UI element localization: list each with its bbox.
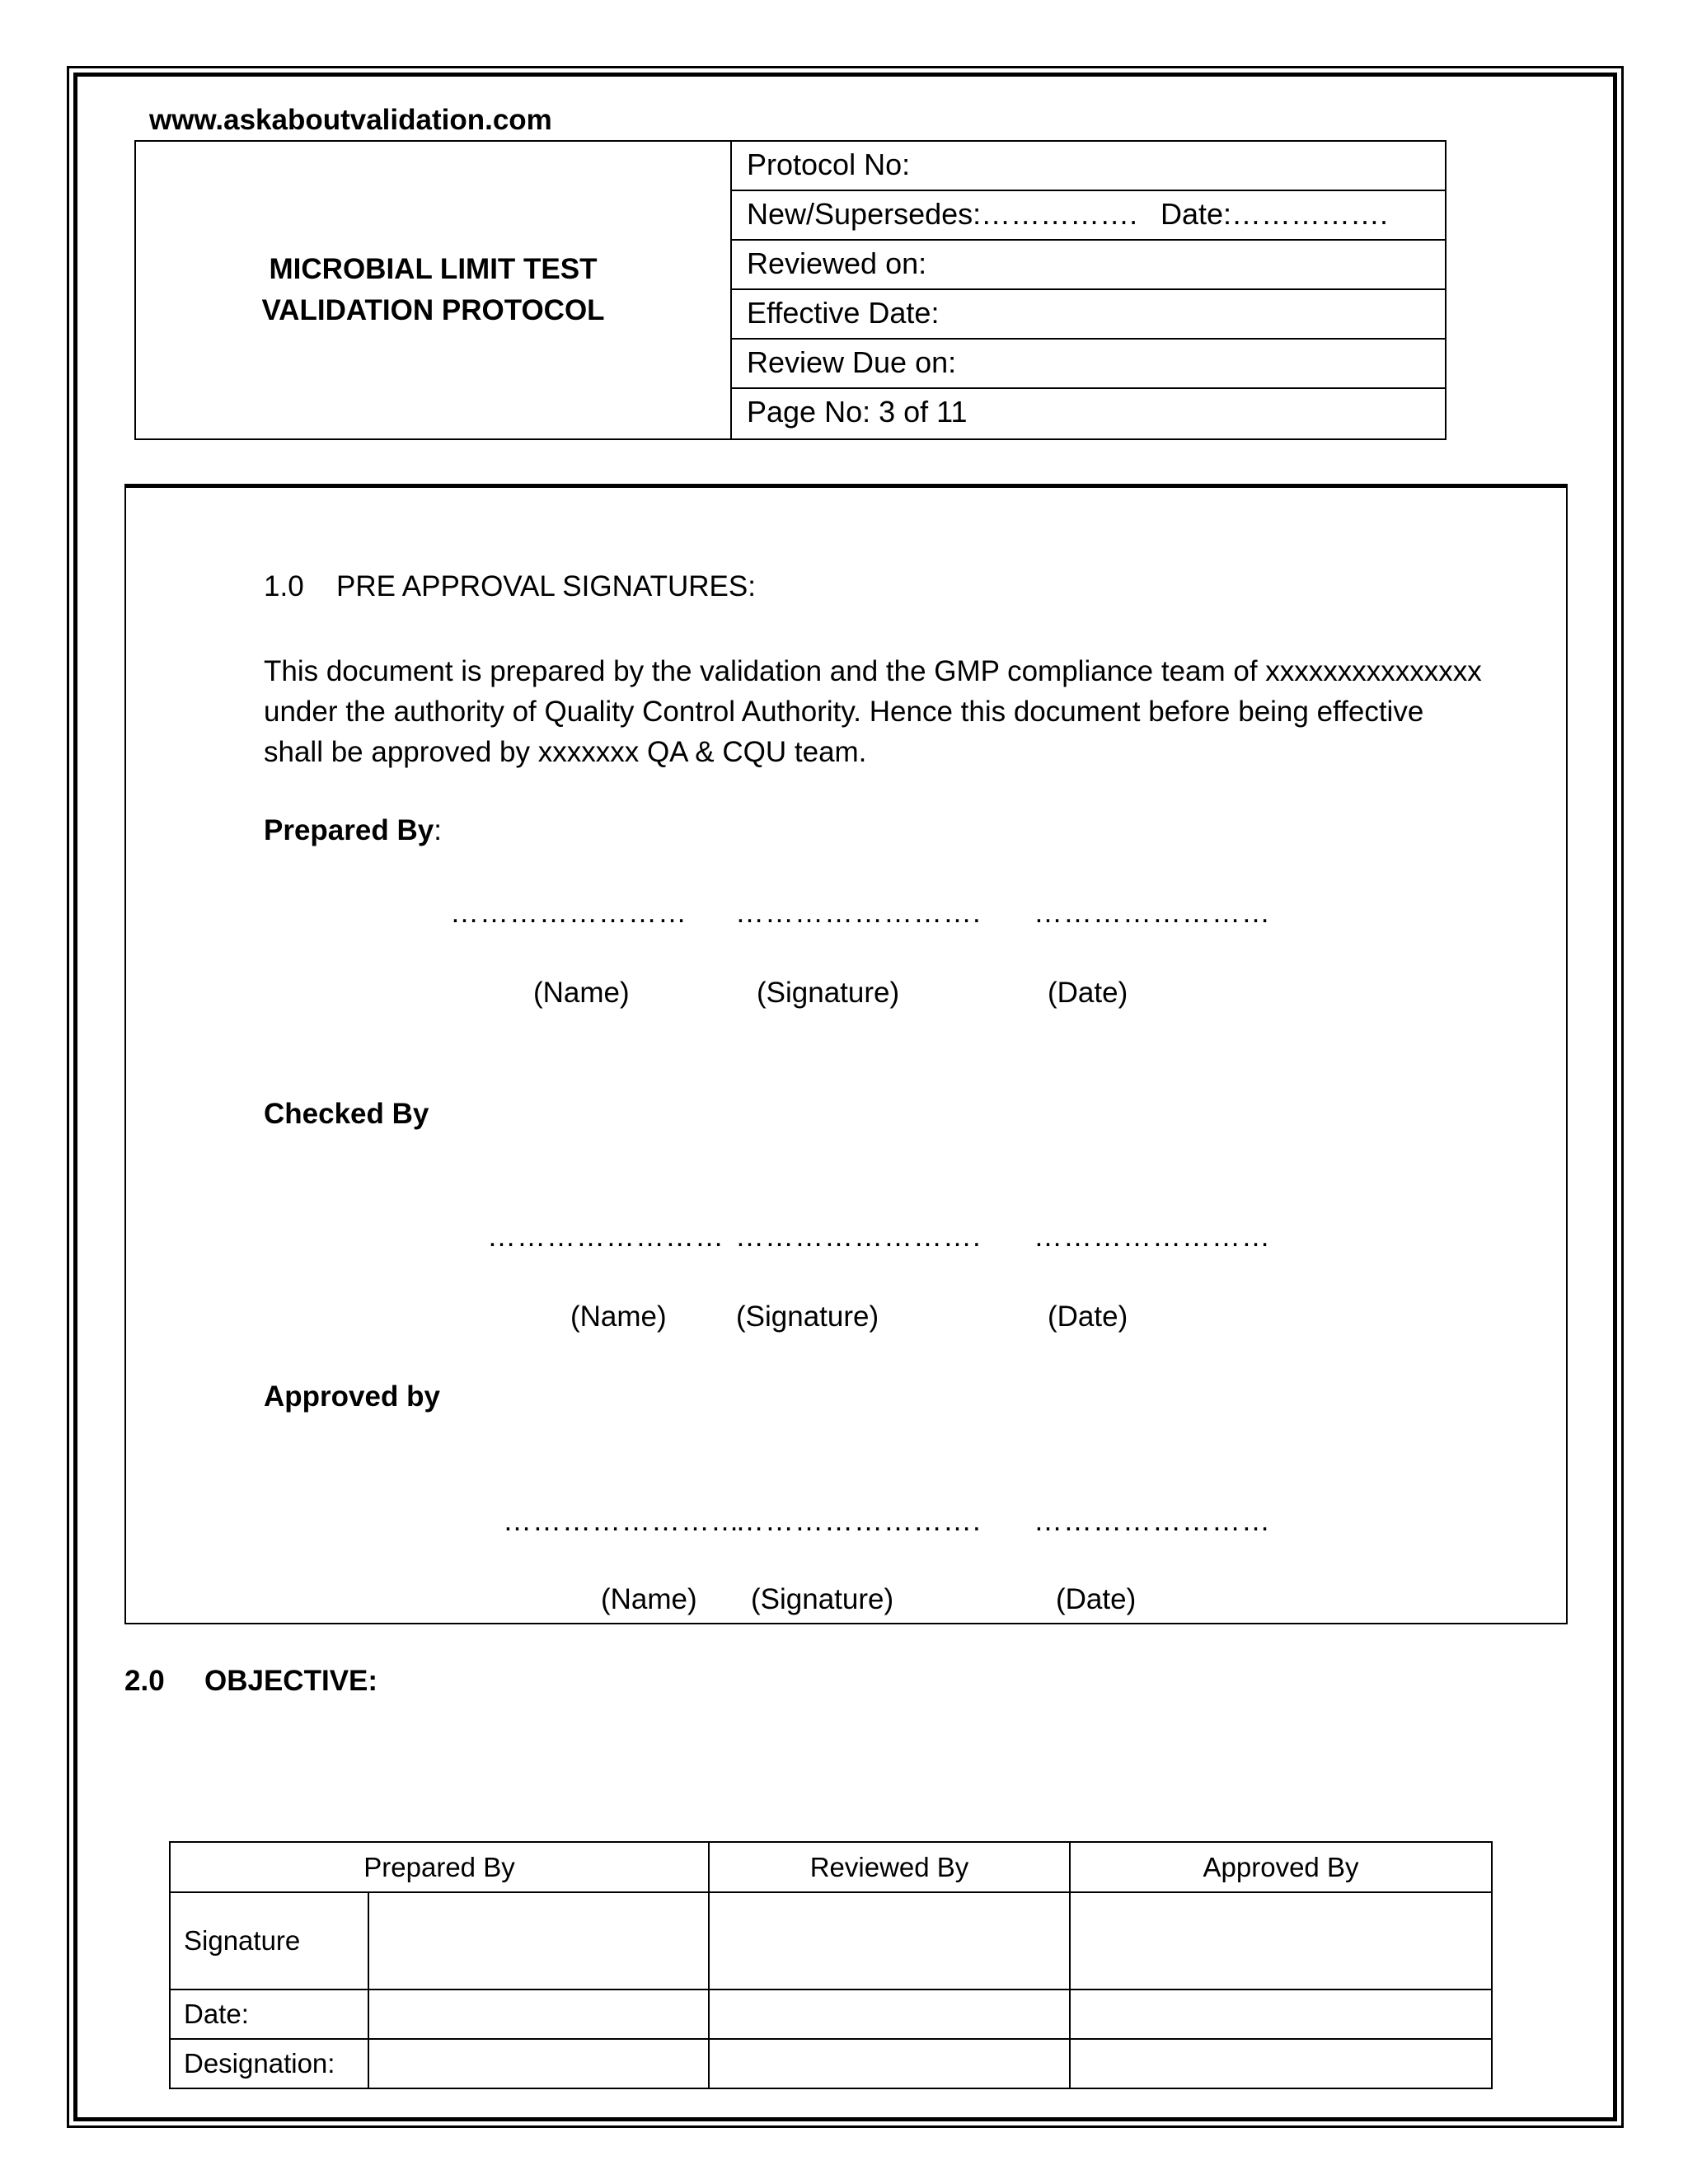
section2-number: 2.0 <box>124 1665 165 1697</box>
document-info-table <box>730 140 1447 440</box>
checked-name-caption: (Name) <box>570 1301 667 1333</box>
prepared-date-line: …………………… <box>1034 897 1271 929</box>
footer-designation-row <box>170 2039 1492 2088</box>
approved-by-heading: Approved by <box>264 1380 440 1413</box>
website-url: www.askaboutvalidation.com <box>149 104 552 136</box>
footer-cell-approved-designation[interactable] <box>1070 2039 1492 2088</box>
section1-title: PRE APPROVAL SIGNATURES: <box>336 570 756 602</box>
footer-header-prepared: Prepared By <box>170 1842 709 1892</box>
prepared-name-line: …………………… <box>450 897 687 929</box>
footer-header-reviewed: Reviewed By <box>709 1842 1070 1892</box>
review-due-row <box>732 340 1445 389</box>
protocol-no-label: Protocol No: <box>747 148 911 181</box>
document-title-cell <box>134 140 732 440</box>
prepared-by-heading <box>264 814 442 847</box>
reviewed-on-row <box>732 241 1445 290</box>
footer-header-row <box>170 1842 1492 1892</box>
reviewed-on-label: Reviewed on: <box>747 246 927 280</box>
supersedes-label: New/Supersedes:……………. <box>747 197 1138 231</box>
prepared-name-caption: (Name) <box>533 977 630 1009</box>
footer-row-label: Designation: <box>170 2039 368 2088</box>
prepared-by-colon: : <box>434 814 442 846</box>
footer-signature-row <box>170 1892 1492 1990</box>
prepared-by-label: Prepared By <box>264 814 434 846</box>
approved-name-caption: (Name) <box>601 1583 697 1615</box>
section2-heading <box>124 1665 377 1698</box>
footer-approval-table <box>169 1841 1493 2089</box>
paragraph-line-3: shall be approved by xxxxxxx QA & CQU team. <box>264 736 867 768</box>
document-title: MICROBIAL LIMIT TEST VALIDATION PROTOCOL <box>261 253 605 326</box>
checked-name-line: …………………… <box>487 1221 724 1253</box>
paragraph-line-1: This document is prepared by the validation and the GMP compliance team of xxxxxxxxxxxxxxx <box>264 655 1482 687</box>
prepared-date-caption: (Date) <box>1048 977 1128 1009</box>
approved-date-line: …………………… <box>1034 1505 1271 1537</box>
footer-cell-reviewed-date[interactable] <box>709 1990 1070 2039</box>
checked-signature-caption: (Signature) <box>736 1301 879 1333</box>
approved-date-caption: (Date) <box>1056 1583 1137 1615</box>
footer-cell-prepared-designation[interactable] <box>368 2039 709 2088</box>
supersedes-row <box>732 191 1445 241</box>
checked-signature-line: ……………………. <box>735 1221 982 1253</box>
protocol-no-row <box>732 142 1445 191</box>
checked-date-caption: (Date) <box>1048 1301 1128 1333</box>
review-due-label: Review Due on: <box>747 345 957 379</box>
footer-cell-prepared-date[interactable] <box>368 1990 709 2039</box>
prepared-signature-line: ……………………. <box>735 897 982 929</box>
approved-name-line: …………………… <box>503 1505 740 1537</box>
footer-row-label: Date: <box>170 1990 368 2039</box>
approved-signature-line: ……………………. <box>735 1505 982 1537</box>
effective-date-label: Effective Date: <box>747 296 940 330</box>
supersedes-date-label: Date:……………. <box>1160 197 1389 231</box>
page-no-row <box>732 389 1445 438</box>
approved-signature-caption: (Signature) <box>751 1583 894 1615</box>
prepared-signature-caption: (Signature) <box>757 977 900 1009</box>
footer-cell-reviewed-designation[interactable] <box>709 2039 1070 2088</box>
footer-cell-reviewed-signature[interactable] <box>709 1892 1070 1990</box>
paragraph-line-2: under the authority of Quality Control Authority. Hence this document before being effective <box>264 696 1424 728</box>
footer-row-label: Signature <box>170 1892 368 1990</box>
page-no-label: Page No: 3 of 11 <box>747 395 968 429</box>
section1-paragraph <box>264 651 1550 772</box>
effective-date-row <box>732 290 1445 340</box>
footer-header-approved: Approved By <box>1070 1842 1492 1892</box>
section2-title: OBJECTIVE: <box>204 1665 378 1697</box>
checked-date-line: …………………… <box>1034 1221 1271 1253</box>
section1-number: 1.0 <box>264 570 304 602</box>
footer-cell-approved-date[interactable] <box>1070 1990 1492 2039</box>
footer-date-row <box>170 1990 1492 2039</box>
footer-cell-approved-signature[interactable] <box>1070 1892 1492 1990</box>
footer-cell-prepared-signature[interactable] <box>368 1892 709 1990</box>
checked-by-heading: Checked By <box>264 1098 429 1130</box>
section1-heading <box>264 570 756 603</box>
